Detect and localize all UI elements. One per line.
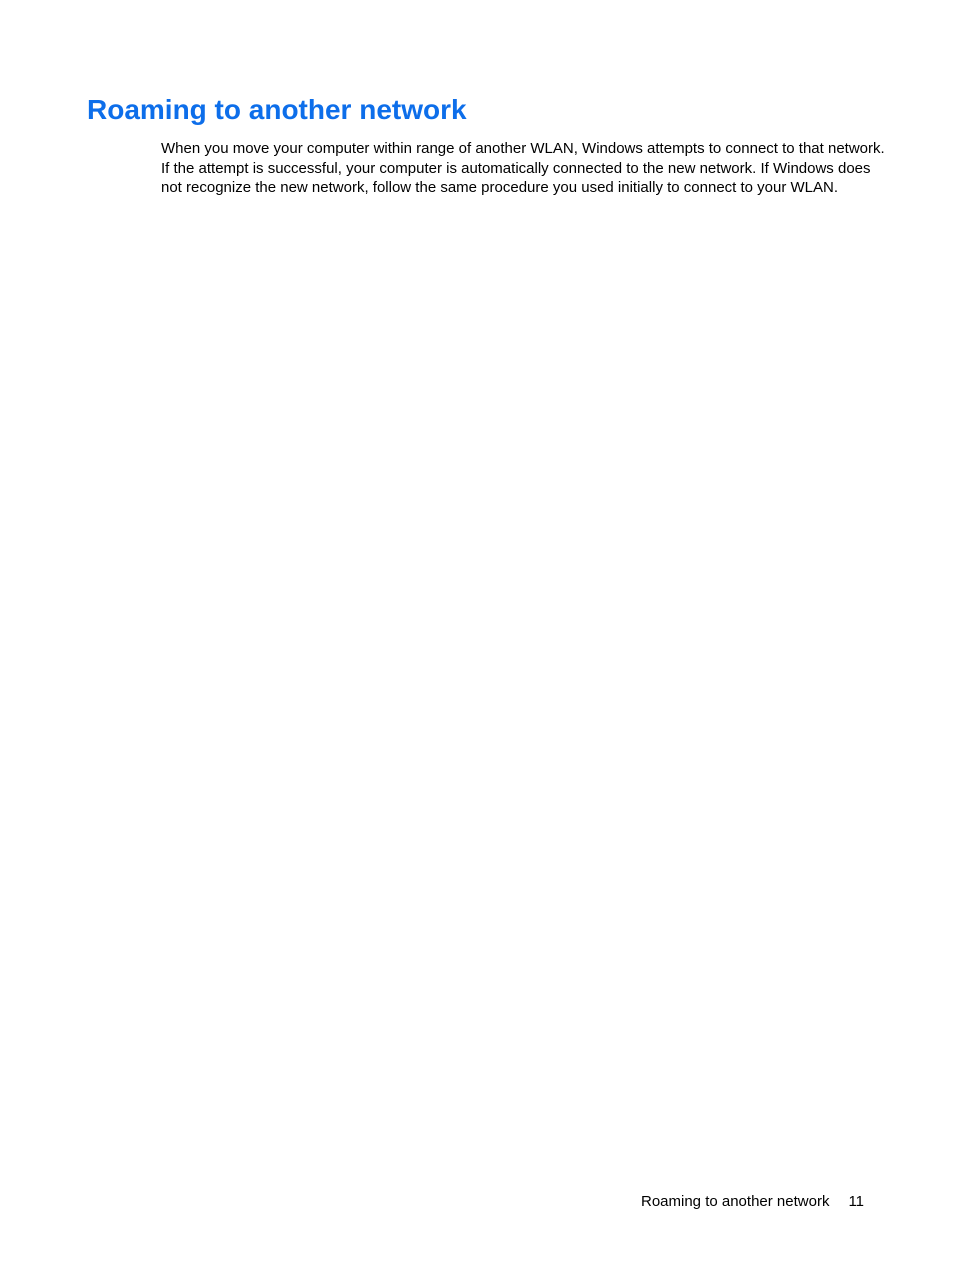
page-number: 11 xyxy=(848,1193,865,1210)
body-paragraph: When you move your computer within range of another WLAN, Windows attempts to connect to that network. If the attempt is successful, your computer is automatically connected to the new network. If Windows does not recognize the new network, follow the same procedure you used initially to connect to your WLAN. xyxy=(161,140,885,196)
page-footer xyxy=(641,1192,864,1212)
section-heading: Roaming to another network xyxy=(87,94,467,125)
footer-title: Roaming to another network xyxy=(641,1193,830,1210)
